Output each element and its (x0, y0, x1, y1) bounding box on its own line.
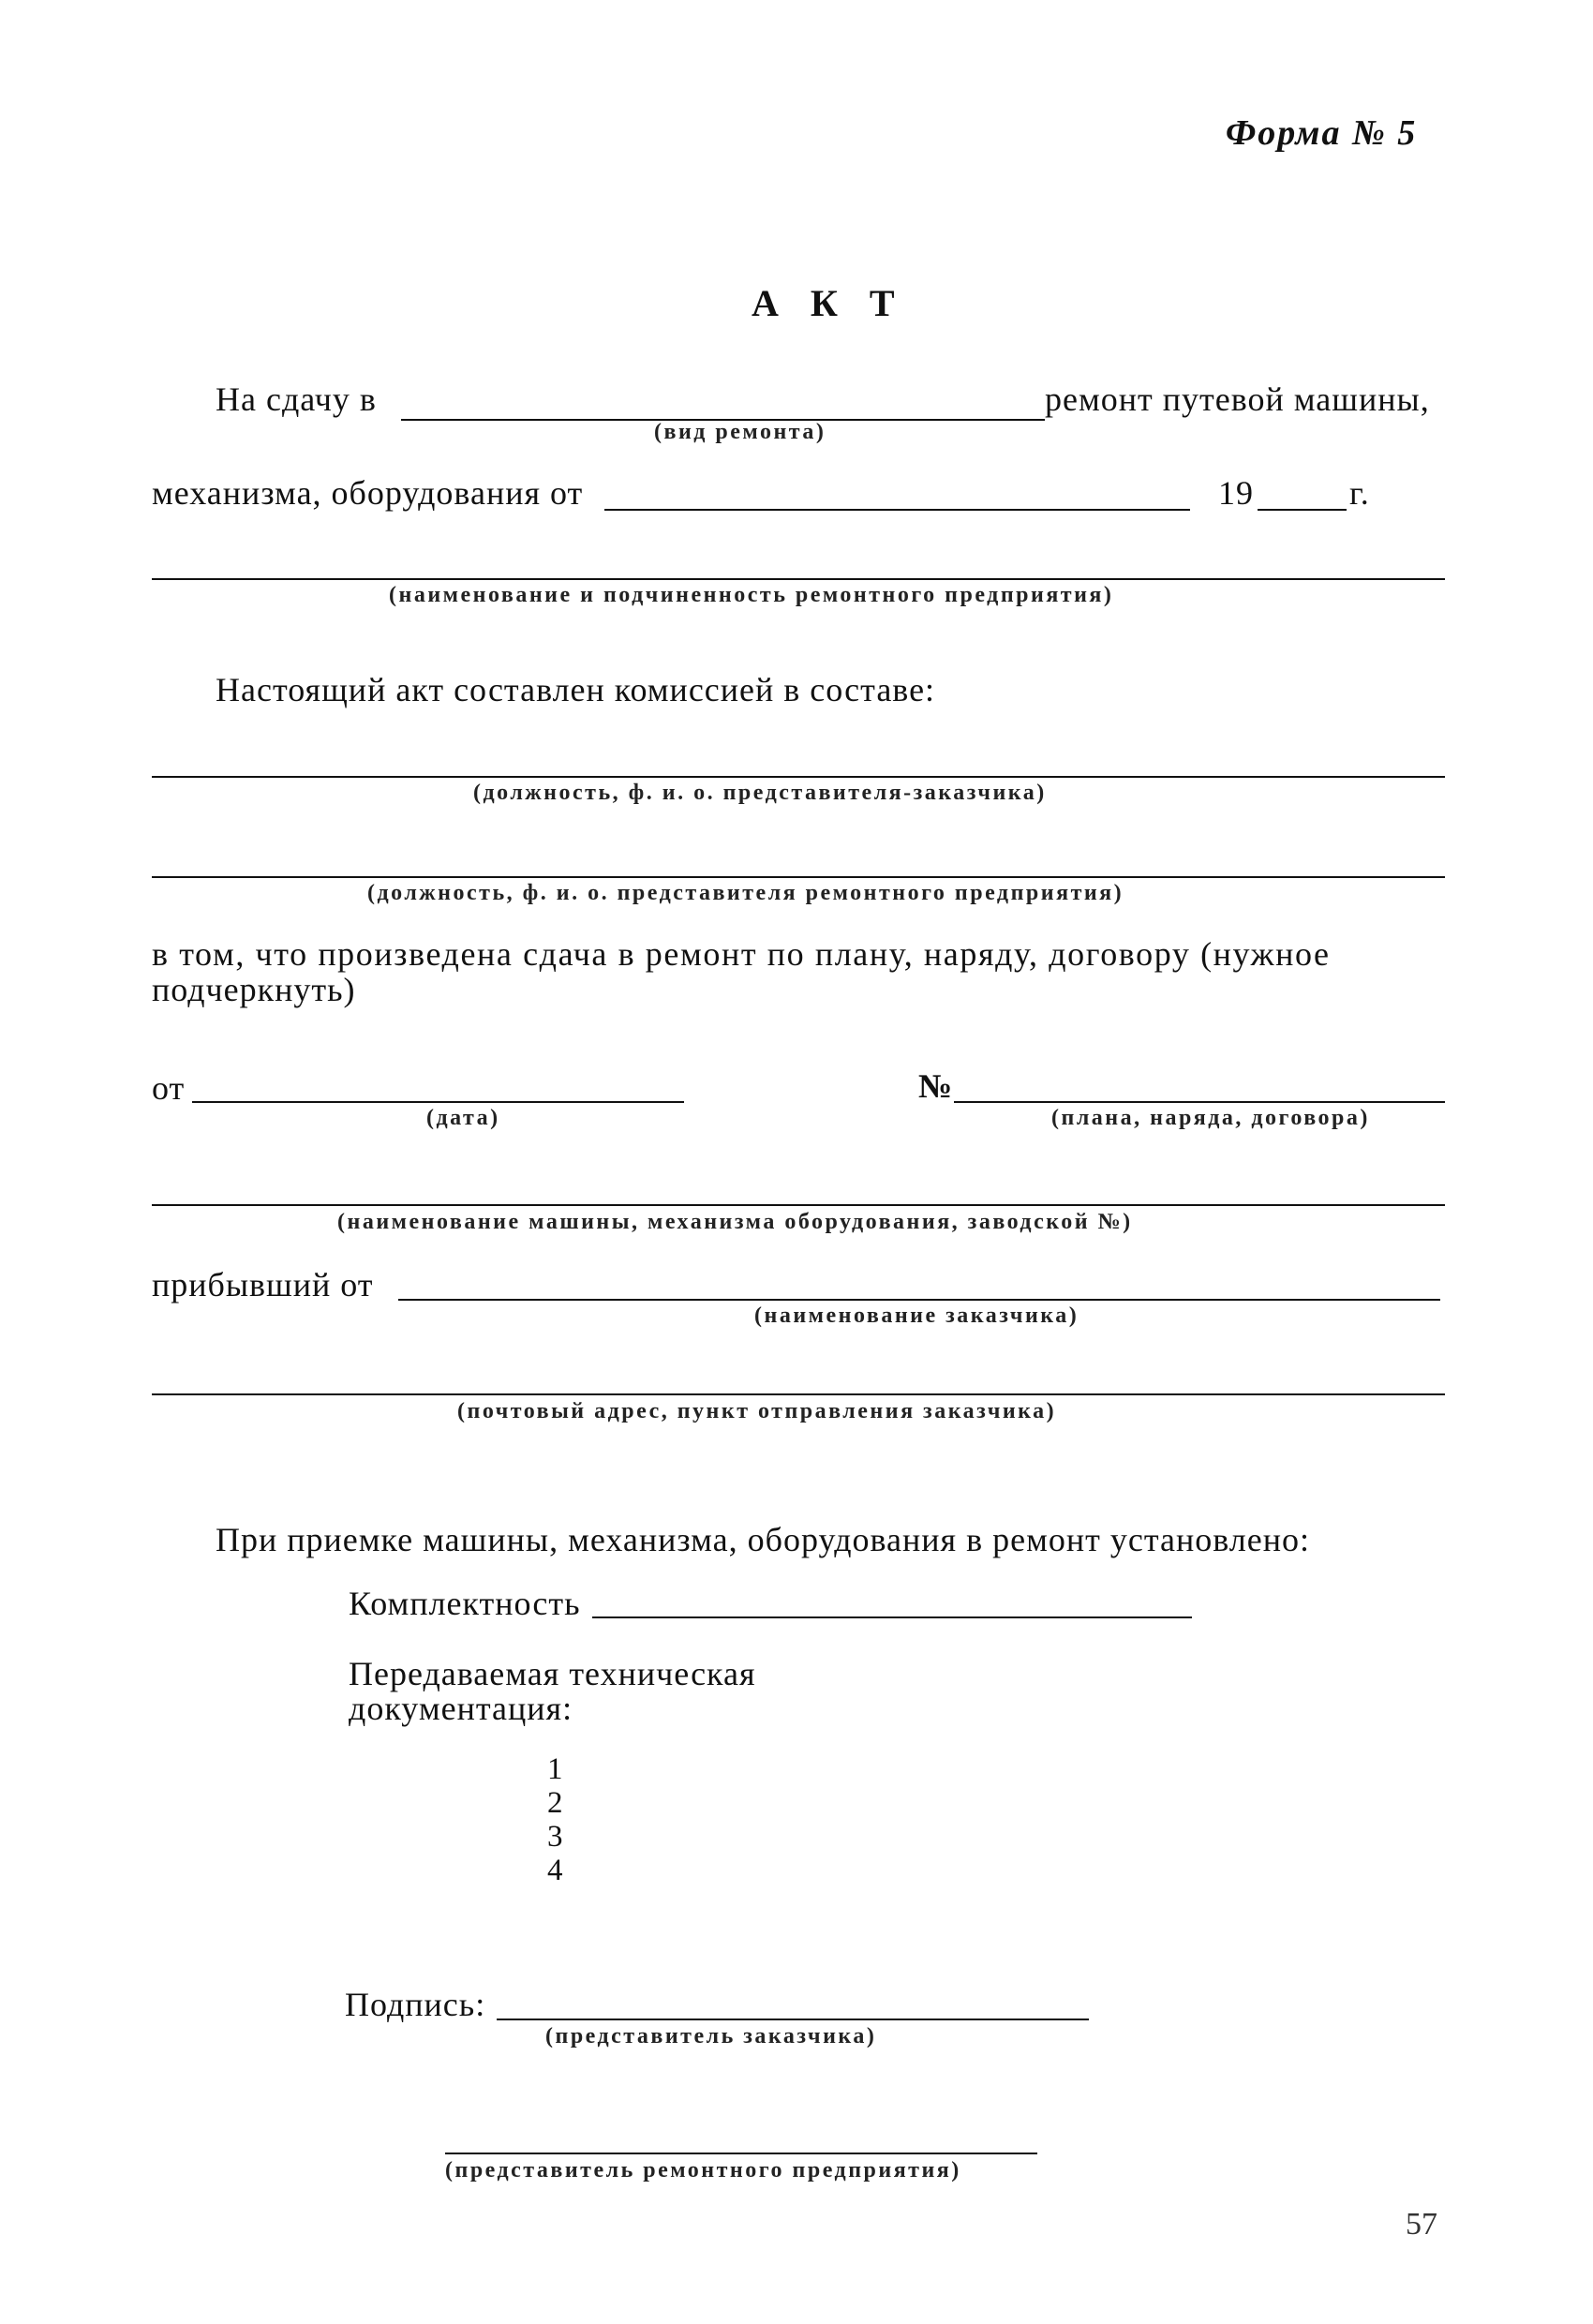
doc-item: 4 (547, 1854, 563, 1887)
repair-handover-prefix: На сдачу в (216, 380, 377, 418)
customer-signature-field[interactable] (497, 2019, 1089, 2020)
caption-sig-customer: (представитель заказчика) (545, 2024, 877, 2048)
address-field[interactable] (152, 1393, 1445, 1395)
signature-label: Подпись: (345, 1986, 486, 2023)
mechanism-from-label: механизма, оборудования от (152, 474, 584, 512)
caption-plan: (плана, наряда, договора) (1051, 1106, 1370, 1130)
date-field[interactable] (192, 1101, 684, 1103)
year-field[interactable] (1258, 509, 1347, 511)
doc-item: 2 (547, 1786, 563, 1820)
caption-enterprise: (наименование и подчиненность ремонтного предприятия) (389, 583, 1114, 607)
doc-item: 3 (547, 1820, 563, 1854)
form-number: Форма № 5 (1226, 113, 1418, 153)
enterprise-field[interactable] (152, 578, 1445, 580)
from-label: от (152, 1069, 186, 1107)
caption-address: (почтовый адрес, пункт отправления заказчика) (457, 1399, 1057, 1423)
completeness-label: Комплектность (349, 1585, 581, 1622)
date-from-field[interactable] (604, 509, 1190, 511)
completeness-field[interactable] (592, 1616, 1192, 1618)
repair-signature-field[interactable] (445, 2153, 1037, 2154)
caption-customer-name: (наименование заказчика) (754, 1304, 1079, 1328)
acceptance-text: При приемке машины, механизма, оборудования в ремонт установлено: (216, 1521, 1310, 1558)
repair-handover-suffix: ремонт путевой машины, (1045, 380, 1430, 418)
year-suffix: г. (1349, 474, 1370, 512)
handover-text-line1: в том, что произведена сдача в ремонт по плану, наряду, договору (нужное (152, 935, 1331, 973)
docs-label-line1: Передаваемая техническая (349, 1655, 756, 1692)
caption-machine: (наименование машины, механизма оборудования, заводской №) (337, 1210, 1133, 1234)
handover-text-line2: подчеркнуть) (152, 971, 356, 1008)
year-prefix: 19 (1218, 474, 1254, 512)
caption-date: (дата) (426, 1106, 500, 1130)
caption-customer-rep: (должность, ф. и. о. представителя-заказчика) (473, 781, 1047, 805)
repair-rep-field[interactable] (152, 876, 1445, 878)
doc-item: 1 (547, 1752, 563, 1786)
caption-repair-rep: (должность, ф. и. о. представителя ремонтного предприятия) (367, 881, 1124, 905)
commission-text: Настоящий акт составлен комиссией в составе: (216, 671, 936, 708)
number-sign: № (918, 1067, 954, 1105)
caption-sig-repair: (представитель ремонтного предприятия) (445, 2158, 961, 2182)
docs-label-line2: документация: (349, 1690, 573, 1727)
document-title: А К Т (752, 282, 906, 324)
customer-rep-field[interactable] (152, 776, 1445, 778)
customer-name-field[interactable] (398, 1299, 1440, 1301)
page-number: 57 (1406, 2207, 1437, 2242)
machine-name-field[interactable] (152, 1204, 1445, 1206)
plan-number-field[interactable] (954, 1101, 1445, 1103)
arrived-from-label: прибывший от (152, 1266, 374, 1304)
caption-repair-type: (вид ремонта) (654, 420, 826, 444)
